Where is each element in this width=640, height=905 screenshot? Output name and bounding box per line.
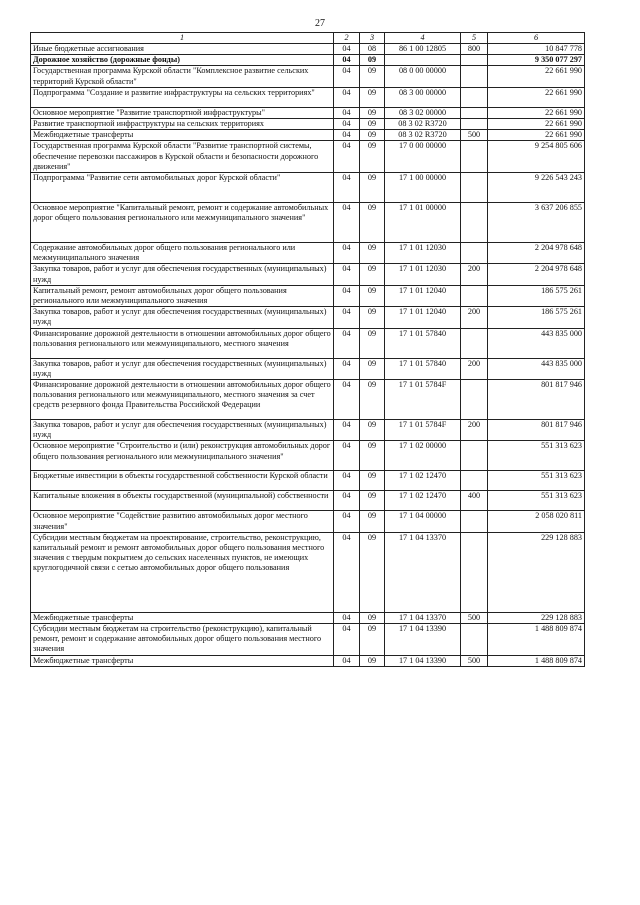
row-name: Межбюджетные трансферты [31, 655, 334, 666]
row-subsection: 09 [360, 203, 385, 243]
row-section: 04 [334, 328, 360, 358]
table-row [31, 107, 585, 118]
row-subsection: 09 [360, 420, 385, 441]
row-expense-type [461, 119, 488, 130]
row-amount: 186 575 261 [488, 285, 585, 306]
row-expense-type [461, 243, 488, 264]
row-name: Основное мероприятие "Развитие транспортной инфраструктуры" [31, 107, 334, 118]
row-section: 04 [334, 66, 360, 87]
row-target-article: 08 3 00 00000 [385, 87, 461, 107]
row-expense-type [461, 471, 488, 491]
row-name: Содержание автомобильных дорог общего пользования регионального или межмуниципального значения [31, 243, 334, 264]
table-row [31, 55, 585, 66]
row-amount: 22 661 990 [488, 107, 585, 118]
row-expense-type: 500 [461, 655, 488, 666]
row-amount: 186 575 261 [488, 307, 585, 328]
row-target-article: 17 1 02 00000 [385, 441, 461, 471]
row-name: Закупка товаров, работ и услуг для обеспечения государственных (муниципальных) нужд [31, 264, 334, 285]
row-name: Финансирование дорожной деятельности в отношении автомобильных дорог общего пользования регионального или межмуниципального, местного значения за счет средств резервного фонда Правительства Российской Федерации [31, 380, 334, 420]
row-amount: 22 661 990 [488, 66, 585, 87]
row-target-article: 17 1 04 13390 [385, 655, 461, 666]
table-row [31, 655, 585, 666]
row-target-article [385, 55, 461, 66]
row-subsection: 09 [360, 107, 385, 118]
row-section: 04 [334, 243, 360, 264]
table-row [31, 66, 585, 87]
row-subsection: 08 [360, 44, 385, 55]
row-target-article: 08 3 02 R3720 [385, 119, 461, 130]
row-target-article: 17 1 01 57840 [385, 358, 461, 379]
row-amount: 2 204 978 648 [488, 264, 585, 285]
row-expense-type [461, 173, 488, 203]
row-name: Развитие транспортной инфраструктуры на сельских территориях [31, 119, 334, 130]
row-section: 04 [334, 511, 360, 532]
row-amount: 801 817 946 [488, 420, 585, 441]
row-section: 04 [334, 532, 360, 612]
row-amount: 2 204 978 648 [488, 243, 585, 264]
row-name: Подпрограмма "Создание и развитие инфраструктуры на сельских территориях" [31, 87, 334, 107]
row-name: Государственная программа Курской области "Комплексное развитие сельских территорий Курской области" [31, 66, 334, 87]
row-name: Субсидии местным бюджетам на проектирование, строительство, реконструкцию, капитальный ремонт и ремонт автомобильных дорог общего пользования местного значения с твердым покрытием до сельских населенных пунктов, не имеющих круглогодичной связи с сетью автомобильных дорог общего пользования [31, 532, 334, 612]
row-subsection: 09 [360, 264, 385, 285]
row-amount: 9 254 805 606 [488, 141, 585, 173]
row-amount: 551 313 623 [488, 491, 585, 511]
row-expense-type [461, 87, 488, 107]
table-row [31, 130, 585, 141]
row-section: 04 [334, 471, 360, 491]
table-row [31, 491, 585, 511]
row-target-article: 08 0 00 00000 [385, 66, 461, 87]
row-amount: 3 637 206 855 [488, 203, 585, 243]
row-section: 04 [334, 55, 360, 66]
row-section: 04 [334, 107, 360, 118]
row-target-article: 17 1 04 13370 [385, 612, 461, 623]
row-expense-type: 200 [461, 307, 488, 328]
row-subsection: 09 [360, 328, 385, 358]
page-number: 27 [315, 18, 325, 29]
row-subsection: 09 [360, 471, 385, 491]
row-subsection: 09 [360, 491, 385, 511]
row-subsection: 09 [360, 243, 385, 264]
row-section: 04 [334, 491, 360, 511]
table-row [31, 203, 585, 243]
row-subsection: 09 [360, 87, 385, 107]
header-section: 2 [334, 33, 360, 44]
row-expense-type [461, 107, 488, 118]
row-name: Межбюджетные трансферты [31, 612, 334, 623]
row-section: 04 [334, 612, 360, 623]
row-amount: 9 226 543 243 [488, 173, 585, 203]
row-amount: 22 661 990 [488, 130, 585, 141]
row-expense-type: 400 [461, 491, 488, 511]
row-name: Дорожное хозяйство (дорожные фонды) [31, 55, 334, 66]
row-amount: 22 661 990 [488, 87, 585, 107]
header-subsection: 3 [360, 33, 385, 44]
row-amount: 551 313 623 [488, 441, 585, 471]
row-subsection: 09 [360, 655, 385, 666]
row-target-article: 17 1 01 5784F [385, 420, 461, 441]
table-row [31, 264, 585, 285]
row-name: Капитальные вложения в объекты государственной (муниципальной) собственности [31, 491, 334, 511]
row-section: 04 [334, 420, 360, 441]
table-row [31, 285, 585, 306]
row-section: 04 [334, 119, 360, 130]
row-subsection: 09 [360, 358, 385, 379]
table-body [31, 44, 585, 667]
row-amount: 551 313 623 [488, 471, 585, 491]
row-name: Бюджетные инвестиции в объекты государственной собственности Курской области [31, 471, 334, 491]
row-section: 04 [334, 358, 360, 379]
row-expense-type [461, 55, 488, 66]
row-name: Субсидии местным бюджетам на строительство (реконструкцию), капитальный ремонт, ремонт и содержание автомобильных дорог общего пользования местного значения [31, 624, 334, 656]
row-subsection: 09 [360, 532, 385, 612]
row-subsection: 09 [360, 119, 385, 130]
row-section: 04 [334, 285, 360, 306]
row-name: Основное мероприятие "Капитальный ремонт, ремонт и содержание автомобильных дорог общего пользования регионального или межмуниципального значения" [31, 203, 334, 243]
row-target-article: 08 3 02 R3720 [385, 130, 461, 141]
row-subsection: 09 [360, 511, 385, 532]
header-name: 1 [31, 33, 334, 44]
table-row [31, 612, 585, 623]
row-target-article: 17 1 04 00000 [385, 511, 461, 532]
table-row [31, 624, 585, 656]
row-target-article: 17 1 01 5784F [385, 380, 461, 420]
table-row [31, 119, 585, 130]
row-amount: 229 128 883 [488, 532, 585, 612]
table-row [31, 441, 585, 471]
table-row [31, 511, 585, 532]
row-section: 04 [334, 307, 360, 328]
row-expense-type [461, 203, 488, 243]
row-expense-type [461, 285, 488, 306]
row-expense-type [461, 66, 488, 87]
row-section: 04 [334, 141, 360, 173]
row-expense-type [461, 328, 488, 358]
row-subsection: 09 [360, 441, 385, 471]
row-amount: 2 058 020 811 [488, 511, 585, 532]
row-name: Межбюджетные трансферты [31, 130, 334, 141]
row-expense-type: 200 [461, 420, 488, 441]
row-section: 04 [334, 441, 360, 471]
row-subsection: 09 [360, 380, 385, 420]
row-expense-type [461, 441, 488, 471]
row-subsection: 09 [360, 285, 385, 306]
row-amount: 801 817 946 [488, 380, 585, 420]
row-target-article: 17 1 01 12040 [385, 307, 461, 328]
header-target-article: 4 [385, 33, 461, 44]
table-row [31, 358, 585, 379]
row-amount: 10 847 778 [488, 44, 585, 55]
row-section: 04 [334, 380, 360, 420]
table-row [31, 328, 585, 358]
row-name: Подпрограмма "Развитие сети автомобильных дорог Курской области" [31, 173, 334, 203]
row-target-article: 17 1 01 12030 [385, 243, 461, 264]
row-target-article: 17 1 01 57840 [385, 328, 461, 358]
row-subsection: 09 [360, 130, 385, 141]
row-name: Основное мероприятие "Строительство и (или) реконструкция автомобильных дорог общего пользования регионального или межмуниципального значения" [31, 441, 334, 471]
row-expense-type [461, 141, 488, 173]
row-amount: 22 661 990 [488, 119, 585, 130]
row-amount: 1 488 809 874 [488, 624, 585, 656]
row-name: Основное мероприятие "Содействие развитию автомобильных дорог местного значения" [31, 511, 334, 532]
row-subsection: 09 [360, 612, 385, 623]
row-section: 04 [334, 203, 360, 243]
budget-table [30, 32, 585, 667]
table-row [31, 420, 585, 441]
row-target-article: 86 1 00 12805 [385, 44, 461, 55]
row-target-article: 17 0 00 00000 [385, 141, 461, 173]
table-row [31, 243, 585, 264]
row-expense-type [461, 532, 488, 612]
row-target-article: 17 1 02 12470 [385, 471, 461, 491]
row-expense-type: 500 [461, 612, 488, 623]
row-name: Капитальный ремонт, ремонт автомобильных дорог общего пользования регионального или межмуниципального значения [31, 285, 334, 306]
row-name: Закупка товаров, работ и услуг для обеспечения государственных (муниципальных) нужд [31, 420, 334, 441]
row-section: 04 [334, 264, 360, 285]
row-name: Закупка товаров, работ и услуг для обеспечения государственных (муниципальных) нужд [31, 307, 334, 328]
row-section: 04 [334, 624, 360, 656]
row-name: Государственная программа Курской области "Развитие транспортной системы, обеспечение перевозки пассажиров в Курской области и безопасности дорожного движения" [31, 141, 334, 173]
table-row [31, 380, 585, 420]
row-section: 04 [334, 44, 360, 55]
row-target-article: 17 1 00 00000 [385, 173, 461, 203]
row-section: 04 [334, 130, 360, 141]
row-target-article: 17 1 02 12470 [385, 491, 461, 511]
row-subsection: 09 [360, 624, 385, 656]
row-expense-type: 500 [461, 130, 488, 141]
row-section: 04 [334, 87, 360, 107]
row-expense-type [461, 380, 488, 420]
row-name: Иные бюджетные ассигнования [31, 44, 334, 55]
row-target-article: 17 1 04 13370 [385, 532, 461, 612]
table-row [31, 44, 585, 55]
row-subsection: 09 [360, 307, 385, 328]
row-expense-type: 200 [461, 358, 488, 379]
row-expense-type: 200 [461, 264, 488, 285]
table-row [31, 173, 585, 203]
row-name: Финансирование дорожной деятельности в отношении автомобильных дорог общего пользования регионального или межмуниципального, местного значения [31, 328, 334, 358]
row-amount: 1 488 809 874 [488, 655, 585, 666]
row-target-article: 17 1 01 12030 [385, 264, 461, 285]
table-row [31, 141, 585, 173]
header-amount: 6 [488, 33, 585, 44]
row-section: 04 [334, 655, 360, 666]
table-row [31, 87, 585, 107]
row-subsection: 09 [360, 55, 385, 66]
row-subsection: 09 [360, 173, 385, 203]
table-row [31, 471, 585, 491]
header-row [31, 33, 585, 44]
row-amount: 443 835 000 [488, 328, 585, 358]
table-row [31, 532, 585, 612]
row-target-article: 17 1 04 13390 [385, 624, 461, 656]
row-amount: 229 128 883 [488, 612, 585, 623]
table-row [31, 307, 585, 328]
row-name: Закупка товаров, работ и услуг для обеспечения государственных (муниципальных) нужд [31, 358, 334, 379]
row-expense-type [461, 511, 488, 532]
row-target-article: 08 3 02 00000 [385, 107, 461, 118]
row-amount: 9 350 077 297 [488, 55, 585, 66]
row-target-article: 17 1 01 12040 [385, 285, 461, 306]
row-subsection: 09 [360, 141, 385, 173]
row-target-article: 17 1 01 00000 [385, 203, 461, 243]
row-amount: 443 835 000 [488, 358, 585, 379]
row-section: 04 [334, 173, 360, 203]
row-expense-type [461, 624, 488, 656]
row-expense-type: 800 [461, 44, 488, 55]
header-expense-type: 5 [461, 33, 488, 44]
row-subsection: 09 [360, 66, 385, 87]
